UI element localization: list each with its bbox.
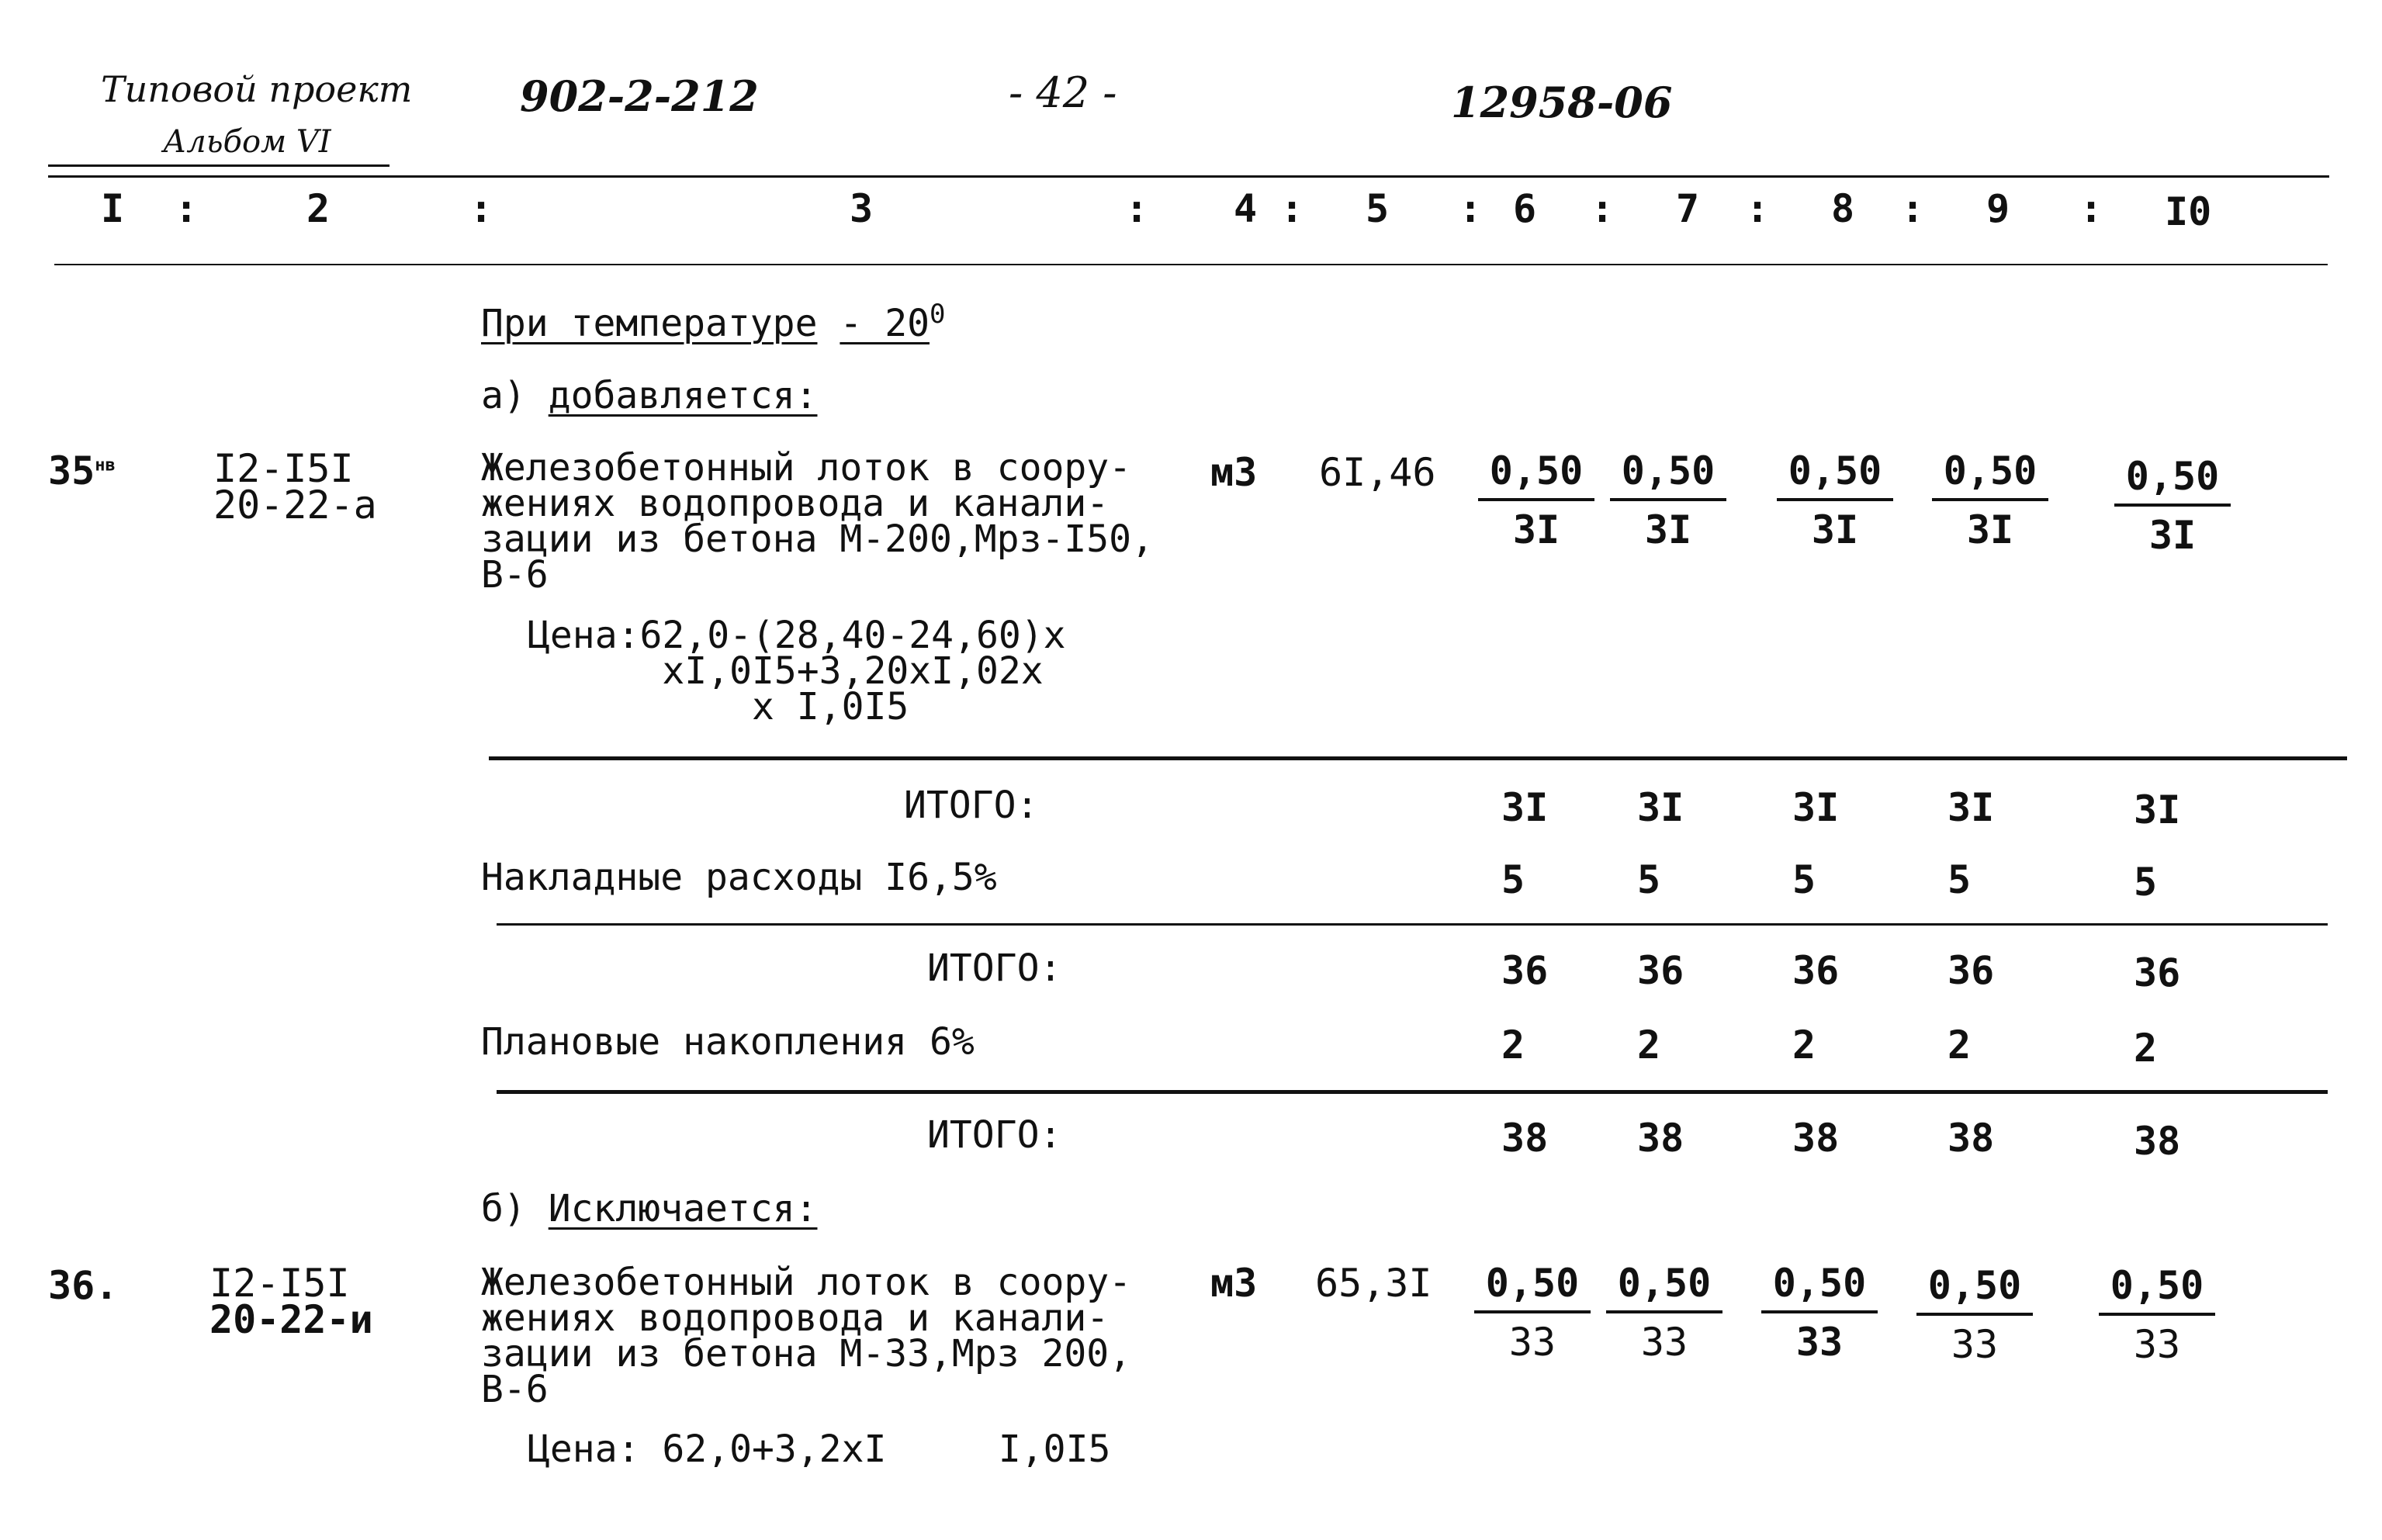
totals-rule <box>489 756 2347 760</box>
fraction-col-10 <box>2114 454 2231 558</box>
fraction-col-7 <box>1610 448 1726 552</box>
fraction-top: 0,50 <box>1916 1263 2033 1316</box>
code-line-1: I2-I5I <box>213 446 354 491</box>
total-value: 36 <box>1501 948 1549 993</box>
fraction-top: 0,50 <box>1761 1261 1878 1313</box>
planned-savings-label: Плановые накопления 6% <box>481 1020 975 1064</box>
unit: м3 <box>1210 450 1258 495</box>
col-7: 7 <box>1676 186 1700 231</box>
col-10: I0 <box>2165 189 2212 234</box>
fraction-bottom: 3I <box>1811 507 1859 552</box>
col-sep: : <box>1591 186 1615 231</box>
fraction-col-8 <box>1777 448 1893 552</box>
fraction-top: 0,50 <box>1777 448 1893 501</box>
fraction-bottom: 33 <box>1640 1320 1688 1365</box>
header-underline <box>48 164 389 167</box>
project-label: Типовой проект <box>101 68 413 110</box>
fraction-bottom: 3I <box>1966 507 2014 552</box>
col-sep: : <box>1280 186 1304 231</box>
totals-rule <box>497 923 2328 926</box>
col-3: 3 <box>850 186 874 231</box>
temperature-value: - 20 <box>840 302 930 345</box>
quantity: 65,3I <box>1315 1261 1432 1306</box>
fraction-col-6 <box>1474 1261 1591 1365</box>
fraction-top: 0,50 <box>2114 454 2231 507</box>
excluded-label: Исключается: <box>548 1187 818 1230</box>
overhead-value: 5 <box>1637 857 1661 902</box>
row-number-value: 35 <box>48 448 95 493</box>
col-sep: : <box>1746 186 1770 231</box>
totals-rule <box>497 1090 2328 1094</box>
fraction-top: 0,50 <box>2099 1263 2215 1316</box>
total-value: 36 <box>1947 948 1995 993</box>
fraction-col-6 <box>1478 448 1594 552</box>
quantity: 6I,46 <box>1319 450 1436 495</box>
code-line-2: 20-22-а <box>213 483 377 528</box>
fraction-bottom: 33 <box>1951 1322 1999 1367</box>
row-number: 36. <box>48 1263 119 1308</box>
total-value: 36 <box>1792 948 1840 993</box>
excluded-heading <box>481 1187 817 1230</box>
col-4: 4 <box>1234 186 1258 231</box>
fraction-top: 0,50 <box>1610 448 1726 501</box>
fraction-bottom: 33 <box>1795 1320 1844 1365</box>
added-heading <box>481 374 817 417</box>
total-value: 3I <box>1947 785 1995 830</box>
row-number-mark: нв <box>95 455 116 476</box>
fraction-top: 0,50 <box>1474 1261 1591 1313</box>
temperature-label: При температуре <box>481 302 818 345</box>
total-value: 3I <box>1501 785 1549 830</box>
item-description: Железобетонный лоток в соору- жениях водопровода и канали- зации из бетона М-200,Мрз-I50, В-6 <box>481 446 1154 597</box>
fraction-bottom: 3I <box>2148 513 2197 558</box>
fraction-bottom: 3I <box>1644 507 1692 552</box>
item-description: Железобетонный лоток в соору- жениях водопровода и канали- зации из бетона М-33,Мрз 200, В-6 <box>481 1261 1132 1411</box>
col-sep: : <box>1901 186 1925 231</box>
planned-savings-value: 2 <box>1637 1023 1661 1068</box>
total-value: 38 <box>1501 1116 1549 1161</box>
total-value: 38 <box>1637 1116 1684 1161</box>
planned-savings-value: 2 <box>1947 1023 1972 1068</box>
total-value: 36 <box>2134 950 2181 995</box>
table-top-rule <box>48 175 2329 178</box>
total-value: 38 <box>2134 1119 2181 1164</box>
overhead-label: Накладные расходы I6,5% <box>481 856 997 899</box>
total-value: 38 <box>1792 1116 1840 1161</box>
fraction-top: 0,50 <box>1606 1261 1722 1313</box>
fraction-top: 0,50 <box>1932 448 2048 501</box>
total-value: 3I <box>2134 787 2181 832</box>
col-sep: : <box>469 186 493 231</box>
code-line-2: 20-22-и <box>209 1297 373 1342</box>
fraction-col-9 <box>1916 1263 2033 1367</box>
fraction-bottom: 3I <box>1512 507 1560 552</box>
col-6: 6 <box>1513 186 1537 231</box>
totals-label: ИТОГО: <box>927 946 1062 990</box>
col-8: 8 <box>1831 186 1855 231</box>
fraction-col-7 <box>1606 1261 1722 1365</box>
page-number: - 42 - <box>1009 68 1117 117</box>
total-value: 3I <box>1637 785 1684 830</box>
total-value: 38 <box>1947 1116 1995 1161</box>
overhead-value: 5 <box>1501 857 1525 902</box>
added-label: добавляется: <box>548 374 818 417</box>
col-sep: : <box>1459 186 1483 231</box>
price-formula: Цена:62,0-(28,40-24,60)х хI,0I5+3,20хI,02х х I,0I5 <box>528 614 1066 728</box>
row-number <box>48 448 116 493</box>
fraction-col-9 <box>1932 448 2048 552</box>
fraction-top: 0,50 <box>1478 448 1594 501</box>
album-label: Альбом VI <box>163 124 331 160</box>
excluded-prefix: б) <box>481 1187 526 1230</box>
col-9: 9 <box>1986 186 2010 231</box>
totals-label: ИТОГО: <box>904 784 1039 827</box>
fraction-col-10 <box>2099 1263 2215 1367</box>
planned-savings-value: 2 <box>1792 1023 1816 1068</box>
col-sep: : <box>175 186 199 231</box>
overhead-value: 5 <box>1792 857 1816 902</box>
price-formula: Цена: 62,0+3,2хI I,0I5 <box>528 1428 1111 1471</box>
unit: м3 <box>1210 1261 1258 1306</box>
project-number: 902-2-212 <box>520 71 759 121</box>
col-2: 2 <box>306 186 331 231</box>
col-sep: : <box>2079 186 2103 231</box>
totals-label: ИТОГО: <box>927 1113 1062 1157</box>
overhead-value: 5 <box>2134 860 2158 905</box>
col-1: I <box>101 186 125 231</box>
fraction-bottom: 33 <box>2133 1322 2181 1367</box>
code-line-1: I2-I5I <box>209 1261 350 1306</box>
added-prefix: а) <box>481 374 526 417</box>
fraction-bottom: 33 <box>1508 1320 1556 1365</box>
temperature-degree: 0 <box>929 299 946 330</box>
fraction-col-8 <box>1761 1261 1878 1365</box>
document-code: 12958-06 <box>1451 78 1673 127</box>
col-sep: : <box>1125 186 1149 231</box>
planned-savings-value: 2 <box>1501 1023 1525 1068</box>
col-5: 5 <box>1366 186 1390 231</box>
planned-savings-value: 2 <box>2134 1026 2158 1071</box>
total-value: 36 <box>1637 948 1684 993</box>
overhead-value: 5 <box>1947 857 1972 902</box>
temperature-heading <box>481 299 945 345</box>
table-header-rule <box>54 264 2328 265</box>
total-value: 3I <box>1792 785 1840 830</box>
